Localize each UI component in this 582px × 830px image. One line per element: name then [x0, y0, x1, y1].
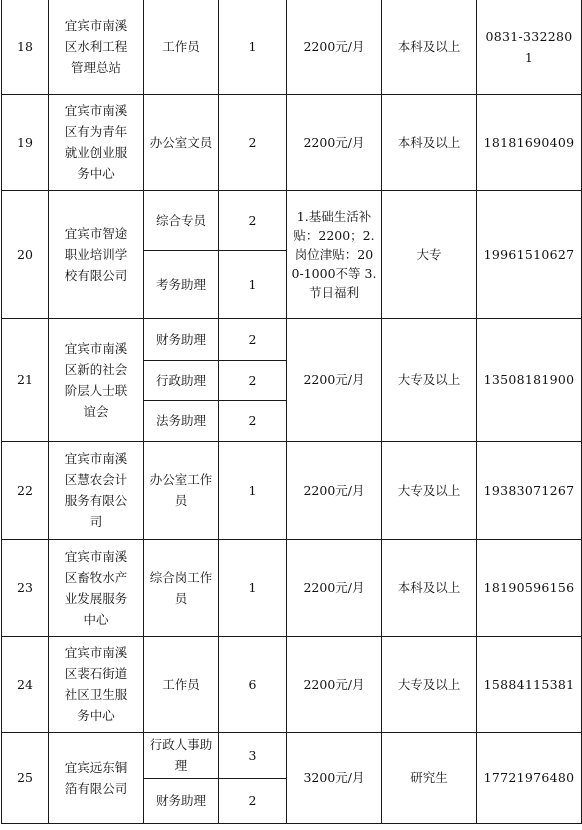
phone-number: 0831-3322801 [477, 0, 582, 94]
phone-number: 19961510627 [477, 190, 582, 318]
headcount: 2 [219, 190, 287, 250]
table-row [2, 0, 582, 94]
phone-number: 17721976480 [477, 732, 582, 823]
salary: 2200元/月 [287, 318, 382, 441]
education: 本科及以上 [382, 94, 477, 190]
job-title: 行政助理 [144, 360, 219, 400]
row-number: 20 [2, 190, 49, 318]
salary: 2200元/月 [287, 0, 382, 94]
organization-name: 宜宾市南溪区有为青年就业创业服务中心 [49, 94, 144, 190]
job-title: 工作员 [144, 636, 219, 732]
job-title: 工作员 [144, 0, 219, 94]
headcount: 2 [219, 94, 287, 190]
education: 大专 [382, 190, 477, 318]
table-row [2, 190, 582, 250]
job-title: 办公室文员 [144, 94, 219, 190]
organization-name: 宜宾市南溪区水利工程管理总站 [49, 0, 144, 94]
organization-name: 宜宾市南溪区慧农会计服务有限公司 [49, 441, 144, 539]
headcount: 3 [219, 732, 287, 778]
salary: 2200元/月 [287, 94, 382, 190]
job-title: 综合岗工作员 [144, 539, 219, 636]
table-row [2, 732, 582, 778]
row-number: 19 [2, 94, 49, 190]
headcount: 2 [219, 400, 287, 441]
salary: 1.基础生活补贴：2200；2.岗位津贴：200-1000不等 3.节日福利 [287, 190, 382, 318]
table-row [2, 539, 582, 636]
organization-name: 宜宾市南溪区裴石街道社区卫生服务中心 [49, 636, 144, 732]
education: 大专及以上 [382, 318, 477, 441]
row-number: 21 [2, 318, 49, 441]
organization-name: 宜宾市南溪区畜牧水产业发展服务中心 [49, 539, 144, 636]
row-number: 18 [2, 0, 49, 94]
job-title: 法务助理 [144, 400, 219, 441]
headcount: 2 [219, 318, 287, 360]
education: 大专及以上 [382, 441, 477, 539]
job-title: 财务助理 [144, 318, 219, 360]
education: 本科及以上 [382, 0, 477, 94]
headcount: 1 [219, 539, 287, 636]
salary: 2200元/月 [287, 441, 382, 539]
education: 大专及以上 [382, 636, 477, 732]
row-number: 22 [2, 441, 49, 539]
job-title: 综合专员 [144, 190, 219, 250]
organization-name: 宜宾市智途职业培训学校有限公司 [49, 190, 144, 318]
headcount: 6 [219, 636, 287, 732]
job-title: 考务助理 [144, 250, 219, 318]
table-row [2, 441, 582, 539]
table-row [2, 318, 582, 360]
salary: 2200元/月 [287, 539, 382, 636]
headcount: 1 [219, 250, 287, 318]
organization-name: 宜宾远东铜箔有限公司 [49, 732, 144, 823]
job-title: 办公室工作员 [144, 441, 219, 539]
job-title: 行政人事助理 [144, 732, 219, 778]
recruitment-table [1, 0, 582, 824]
row-number: 24 [2, 636, 49, 732]
phone-number: 13508181900 [477, 318, 582, 441]
headcount: 1 [219, 0, 287, 94]
phone-number: 19383071267 [477, 441, 582, 539]
phone-number: 15884115381 [477, 636, 582, 732]
salary: 3200元/月 [287, 732, 382, 823]
salary: 2200元/月 [287, 636, 382, 732]
job-title: 财务助理 [144, 778, 219, 823]
education: 研究生 [382, 732, 477, 823]
table-row [2, 94, 582, 190]
headcount: 2 [219, 778, 287, 823]
row-number: 23 [2, 539, 49, 636]
headcount: 2 [219, 360, 287, 400]
headcount: 1 [219, 441, 287, 539]
row-number: 25 [2, 732, 49, 823]
organization-name: 宜宾市南溪区新的社会阶层人士联谊会 [49, 318, 144, 441]
education: 本科及以上 [382, 539, 477, 636]
phone-number: 18181690409 [477, 94, 582, 190]
phone-number: 18190596156 [477, 539, 582, 636]
table-row [2, 636, 582, 732]
